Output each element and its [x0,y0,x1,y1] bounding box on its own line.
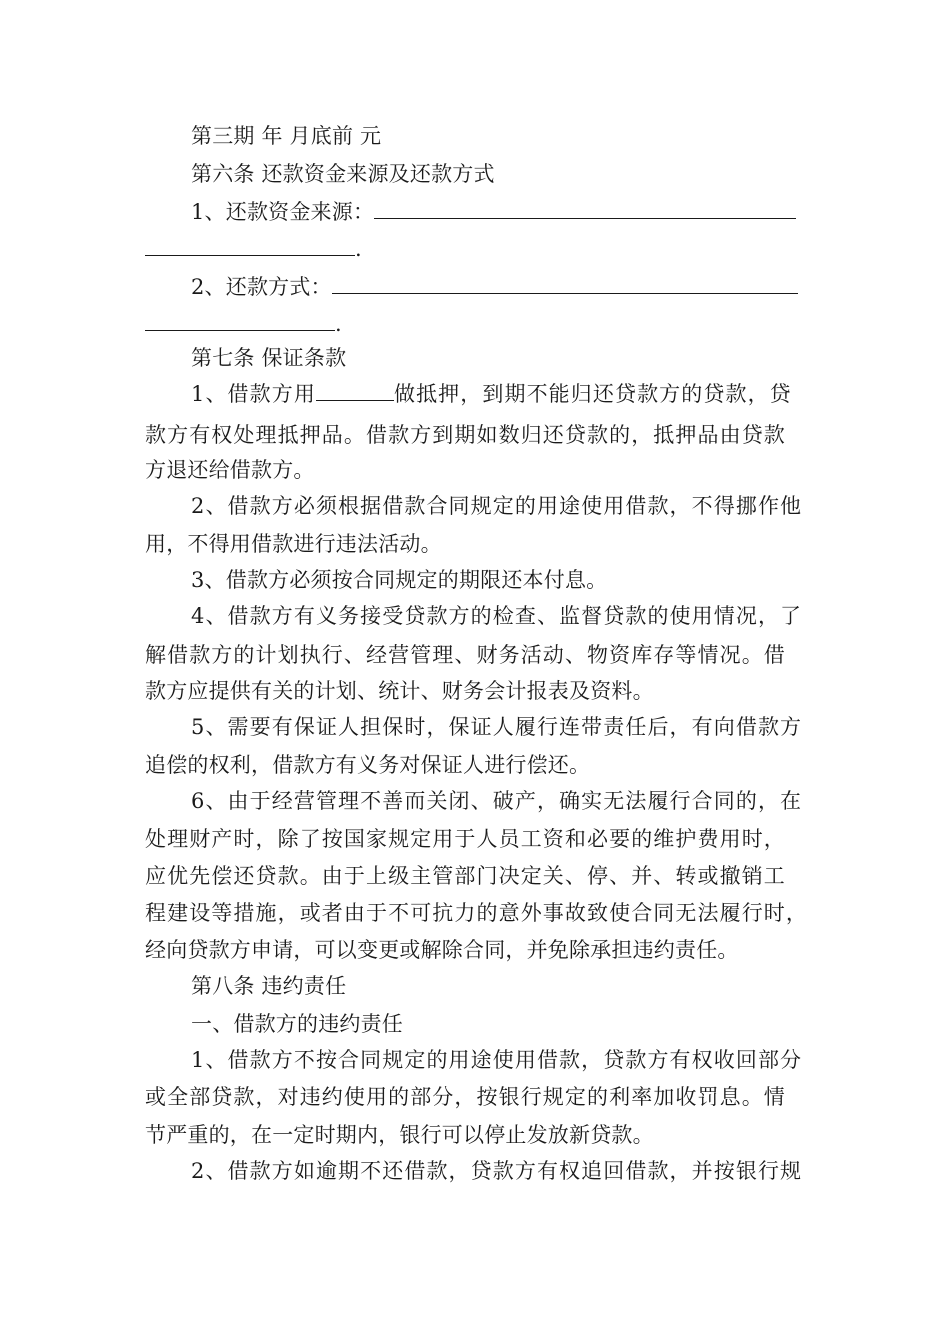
paragraph-line: 处理财产时，除了按国家规定用于人员工资和必要的维护费用时， [145,827,786,851]
paragraph-line: 应优先偿还贷款。由于上级主管部门决定关、停、并、转或撤销工 [145,864,786,888]
repayment-method-blank-cont[interactable] [145,310,335,331]
clause-7-1-text-b: 做抵押，到期不能归还贷款方的贷款，贷 [393,382,792,406]
paragraph-line: 款方有权处理抵押品。借款方到期如数归还贷款的，抵押品由贷款 [145,423,786,447]
repayment-method-label: 2、还款方式： [191,275,332,299]
repayment-source-blank[interactable] [374,198,796,219]
paragraph-line: 4、借款方有义务接受贷款方的检查、监督贷款的使用情况，了 [191,604,803,628]
article-seven-heading: 第七条 保证条款 [191,346,347,370]
paragraph-line: 款方应提供有关的计划、统计、财务会计报表及资料。 [145,679,654,703]
paragraph-line: 或全部贷款，对违约使用的部分，按银行规定的利率加收罚息。情 [145,1085,786,1109]
repayment-method-line [191,272,798,302]
repayment-source-line [191,197,796,227]
paragraph-line: 程建设等措施，或者由于不可抗力的意外事故致使合同无法履行时， [145,901,808,925]
paragraph-line: 3、借款方必须按合同规定的期限还本付息。 [191,568,608,592]
paragraph-line: 5、需要有保证人担保时，保证人履行连带责任后，有向借款方 [191,715,803,739]
period-mark: . [335,312,342,336]
paragraph-line: 1、借款方不按合同规定的用途使用借款，贷款方有权收回部分 [191,1048,803,1072]
period-mark: . [355,237,362,261]
repayment-method-line-cont [145,309,342,339]
article-six-heading: 第六条 还款资金来源及还款方式 [191,162,495,186]
repayment-source-line-cont [145,234,362,264]
paragraph-line: 2、借款方如逾期不还借款，贷款方有权追回借款，并按银行规 [191,1159,803,1183]
subsection-heading: 一、借款方的违约责任 [191,1012,403,1036]
paragraph-line: 解借款方的计划执行、经营管理、财务活动、物资库存等情况。借 [145,643,786,667]
paragraph-line: 方退还给借款方。 [145,458,315,482]
repayment-source-blank-cont[interactable] [145,235,355,256]
paragraph-line: 经向贷款方申请，可以变更或解除合同，并免除承担违约责任。 [145,938,739,962]
collateral-blank[interactable] [316,380,394,401]
repayment-method-blank[interactable] [332,273,798,294]
paragraph-line: 6、由于经营管理不善而关闭、破产，确实无法履行合同的，在 [191,789,803,813]
repayment-source-label: 1、还款资金来源： [191,200,375,224]
clause-7-1-text-a: 1、借款方用 [191,382,316,406]
clause-7-1-line [191,379,792,409]
paragraph-line: 节严重的，在一定时期内，银行可以停止发放新贷款。 [145,1123,654,1147]
paragraph-line: 第三期 年 月底前 元 [191,124,382,148]
paragraph-line: 追偿的权利，借款方有义务对保证人进行偿还。 [145,753,591,777]
article-eight-heading: 第八条 违约责任 [191,974,347,998]
paragraph-line: 用，不得用借款进行违法活动。 [145,532,442,556]
paragraph-line: 2、借款方必须根据借款合同规定的用途使用借款，不得挪作他 [191,494,803,518]
